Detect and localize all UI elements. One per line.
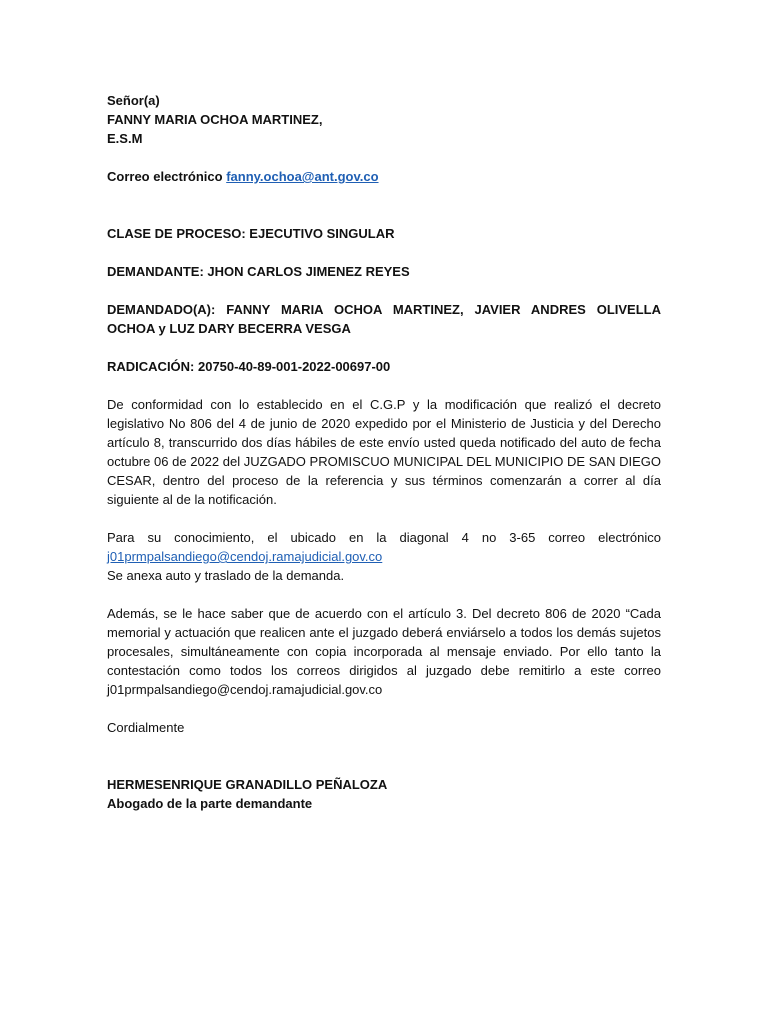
paragraph-article3: Además, se le hace saber que de acuerdo con el artículo 3. Del decreto 806 de 2020 “Cada memorial y actuación que realicen ante el juzgado deberá enviárselo a todos los demás sujetos procesales, simultáneamente con copia incorporada al mensaje enviado. Por ello tanto la contestación como todos los correos dirigidos al juzgado debe remitirlo a este correo j01prmpalsandiego@cendoj.ramajudicial.gov.co [107, 606, 661, 697]
email-label: Correo electrónico [107, 169, 227, 184]
signer-role: Abogado de la parte demandante [107, 796, 313, 811]
recipient-name: FANNY MARIA OCHOA MARTINEZ, [107, 112, 323, 127]
signer-name: HERMESENRIQUE GRANADILLO PEÑALOZA [107, 777, 388, 792]
clase-proceso: CLASE DE PROCESO: EJECUTIVO SINGULAR [107, 226, 395, 241]
recipient-email-link[interactable]: fanny.ochoa@ant.gov.co [226, 169, 379, 184]
contact-text: Para su conocimiento, el ubicado en la diagonal 4 no 3-65 correo electrónico [107, 530, 661, 545]
email-line [107, 167, 661, 186]
closing-cordially: Cordialmente [107, 720, 185, 735]
demandante: DEMANDANTE: JHON CARLOS JIMENEZ REYES [107, 264, 410, 279]
demandado: DEMANDADO(A): FANNY MARIA OCHOA MARTINEZ, JAVIER ANDRES OLIVELLA OCHOA y LUZ DARY BECERRA VESGA [107, 302, 661, 336]
salutation-block [107, 91, 661, 148]
esm-line: E.S.M [107, 131, 143, 146]
court-email-link[interactable]: j01prmpalsandiego@cendoj.ramajudicial.gov.co [107, 549, 383, 564]
paragraph-notification: De conformidad con lo establecido en el C.G.P y la modificación que realizó el decreto legislativo No 806 del 4 de junio de 2020 expedido por el Ministerio de Justicia y del Derecho artículo 8, transcurrido dos días hábiles de este envío usted queda notificado del auto de fecha octubre 06 de 2022 del JUZGADO PROMISCUO MUNICIPAL DEL MUNICIPIO DE SAN DIEGO CESAR, dentro del proceso de la referencia y sus términos comenzarán a correr al día siguiente al de la notificación. [107, 397, 661, 507]
greeting: Señor(a) [107, 93, 160, 108]
radicacion: RADICACIÓN: 20750-40-89-001-2022-00697-00 [107, 359, 391, 374]
attachment-note: Se anexa auto y traslado de la demanda. [107, 568, 345, 583]
paragraph-contact [107, 528, 661, 585]
